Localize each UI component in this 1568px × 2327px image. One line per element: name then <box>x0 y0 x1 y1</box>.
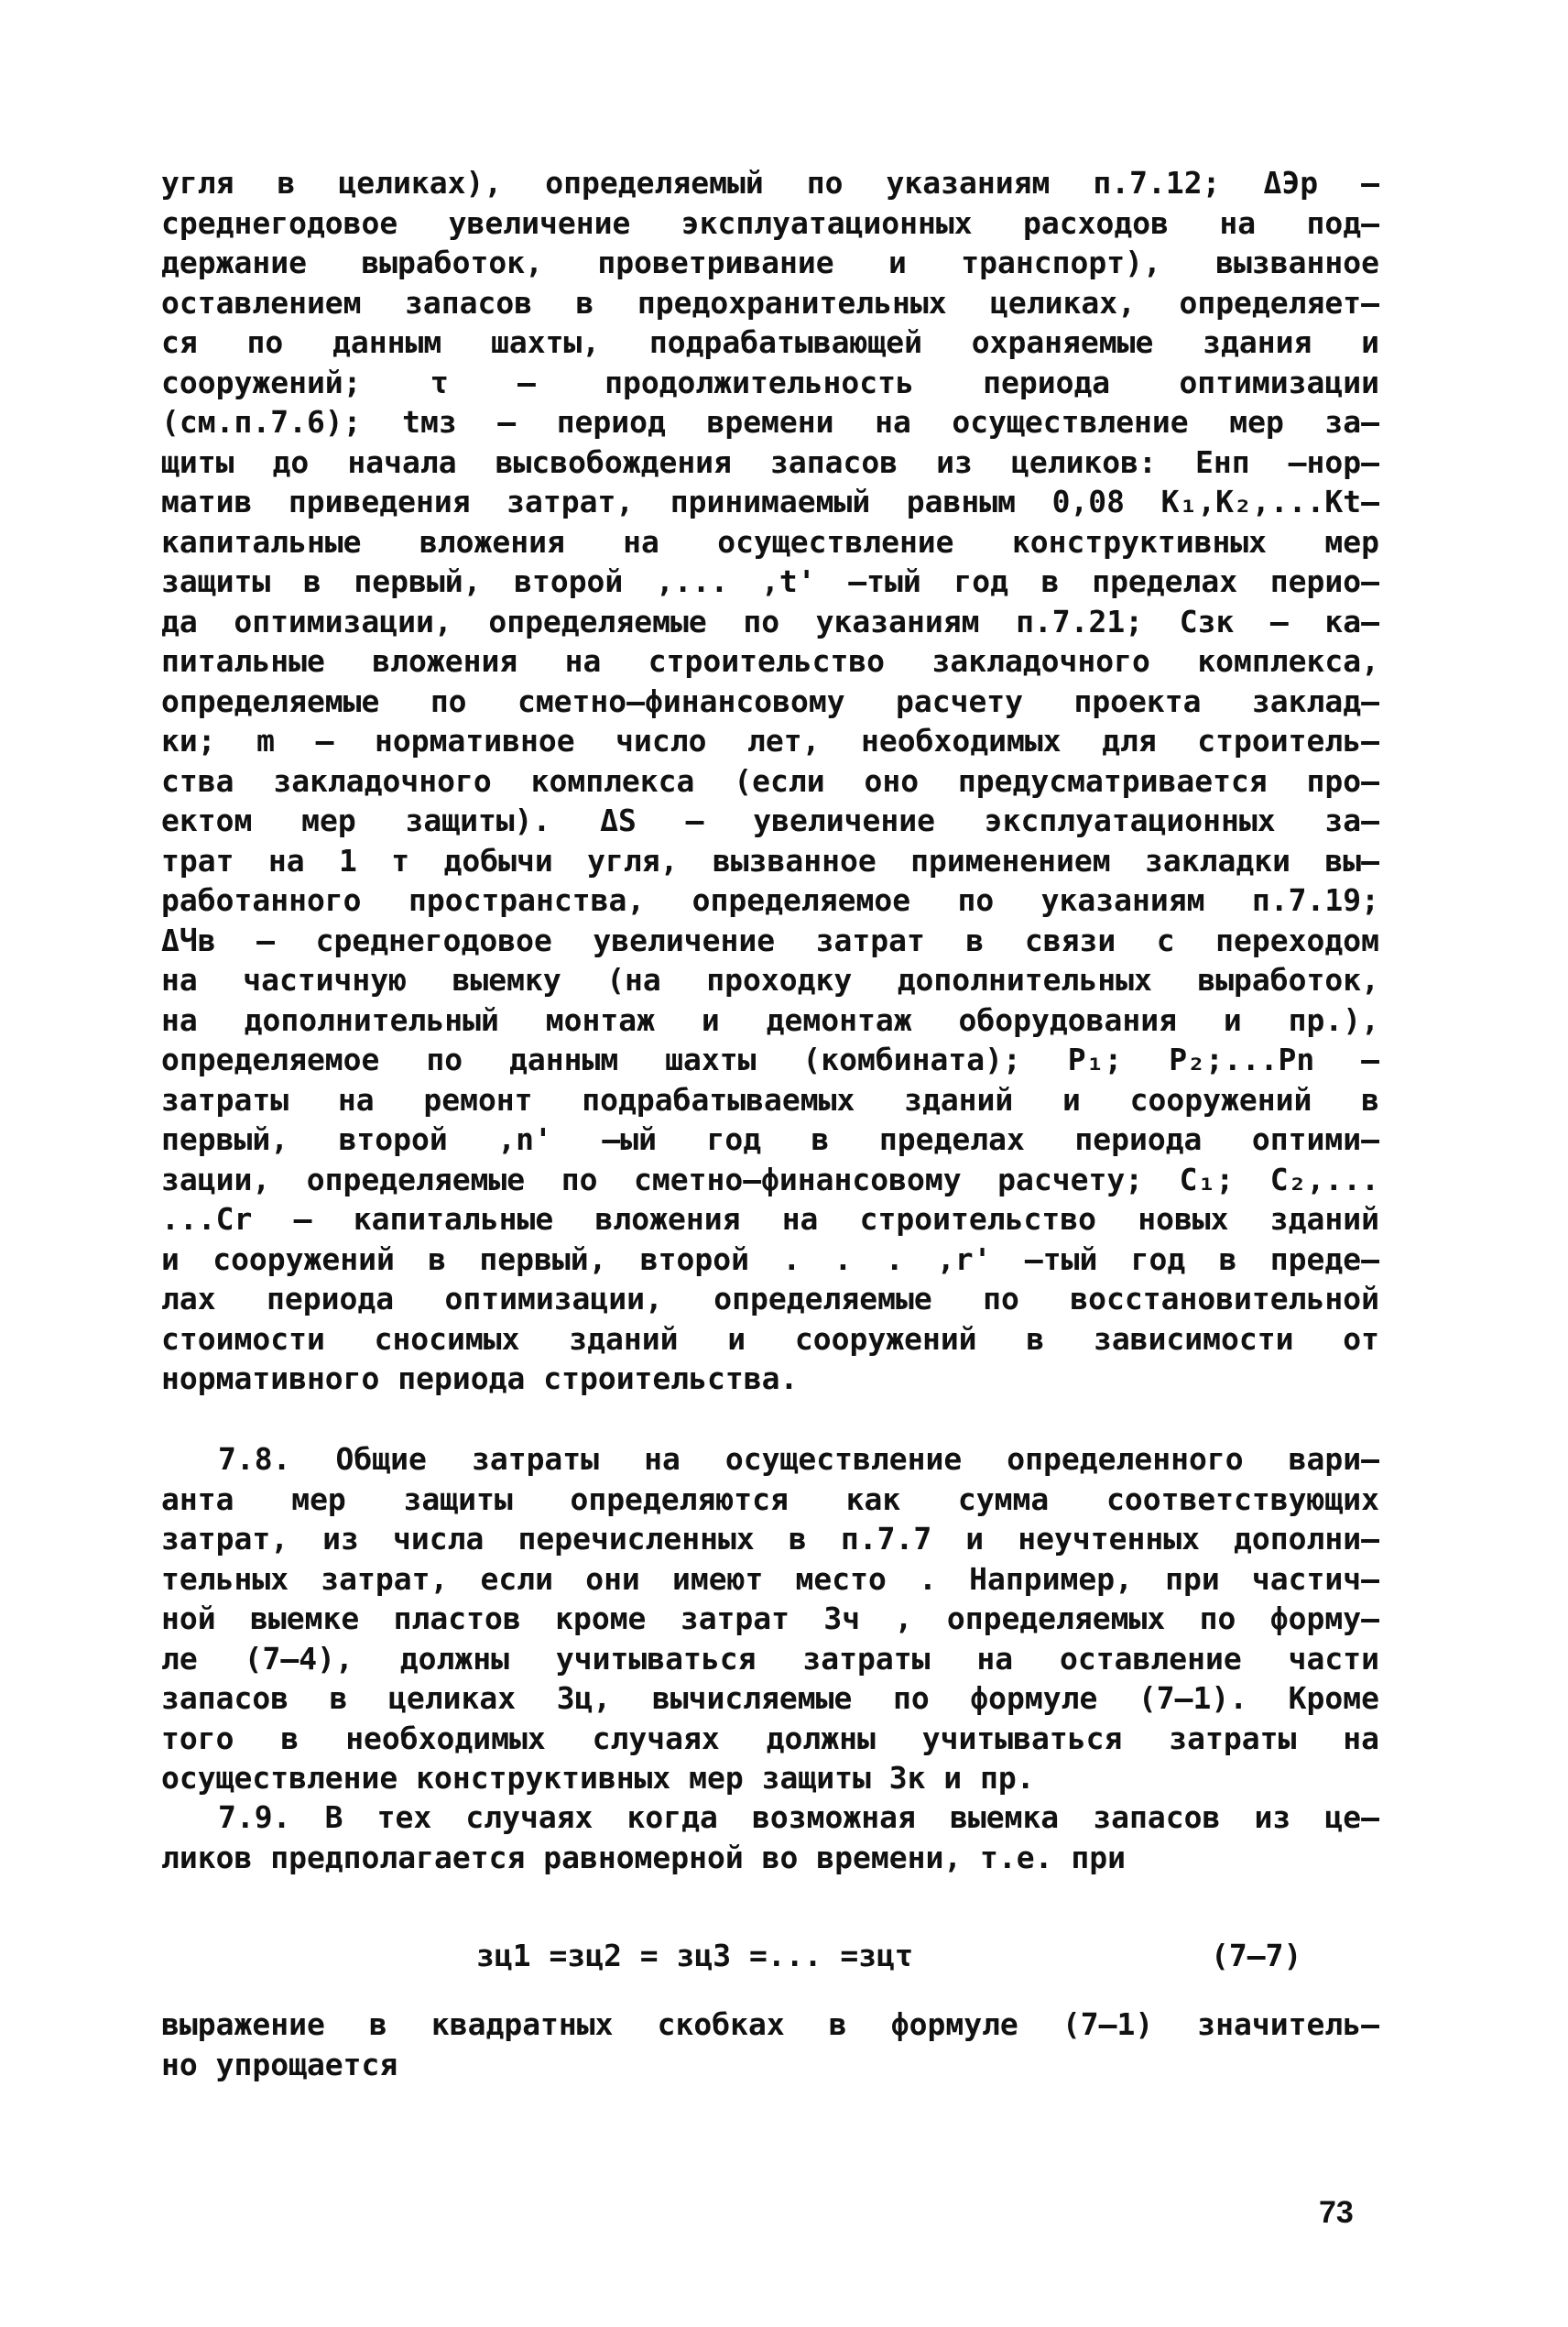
text-line: ле (7–4), должны учитываться затраты на оставление части <box>161 1640 1379 1677</box>
text-line: среднегодовое увеличение эксплуатационных расходов на под– <box>161 204 1379 241</box>
text-line: осуществление конструктивных мер защиты Зк и пр. <box>161 1760 1035 1796</box>
text-line: ной выемке пластов кроме затрат Зч , определяемых по форму– <box>161 1600 1379 1636</box>
text-line: ликов предполагается равномерной во времени, т.е. при <box>161 1839 1126 1875</box>
text-line: определяемые по сметно–финансовому расчету проекта заклад– <box>161 683 1379 719</box>
text-line: определяемое по данным шахты (комбината); Р₁; Р₂;...Рn – <box>161 1042 1379 1077</box>
equation-number: (7–7) <box>1211 1938 1302 1973</box>
text-line: питальные вложения на строительство закладочного комплекса, <box>161 643 1379 679</box>
text-line: (см.п.7.6); tмз – период времени на осуществление мер за– <box>161 404 1379 440</box>
text-line: анта мер защиты определяются как сумма соответствующих <box>161 1480 1379 1517</box>
text-line: да оптимизации, определяемые по указаниям п.7.21; Сзк – ка– <box>161 603 1379 639</box>
text-line: стоимости сносимых зданий и сооружений в зависимости от <box>161 1320 1379 1357</box>
text-line: зации, определяемые по сметно–финансовому расчету; С₁; С₂,... <box>161 1161 1379 1197</box>
text-line: щиты до начала высвобождения запасов из целиков: Енп –нор– <box>161 443 1379 480</box>
text-line: ся по данным шахты, подрабатывающей охраняемые здания и <box>161 324 1379 360</box>
text-line: но упрощается <box>161 2046 398 2082</box>
text-line: оставлением запасов в предохранительных целиках, определяет– <box>161 284 1379 321</box>
text-line: 7.9. В тех случаях когда возможная выемка запасов из це– <box>218 1799 1379 1835</box>
text-line: и сооружений в первый, второй . . . ,r' –тый год в преде– <box>161 1240 1379 1277</box>
text-line: ства закладочного комплекса (если оно предусматривается про– <box>161 762 1379 799</box>
text-line: держание выработок, проветривание и транспорт), вызванное <box>161 245 1379 280</box>
text-line: сооружений; τ – продолжительность периода оптимизации <box>161 364 1379 400</box>
text-line: ...Сr – капитальные вложения на строительство новых зданий <box>161 1201 1379 1237</box>
text-line: трат на 1 т добычи угля, вызванное применением закладки вы– <box>161 842 1379 879</box>
text-line: ΔЧв – среднегодовое увеличение затрат в связи с переходом <box>161 922 1379 958</box>
text-line: первый, второй ,n' –ый год в пределах периода оптими– <box>161 1121 1379 1157</box>
text-line: запасов в целиках Зц, вычисляемые по формуле (7–1). Кроме <box>161 1680 1379 1716</box>
text-line: того в необходимых случаях должны учитываться затраты на <box>161 1720 1379 1756</box>
text-line: выражение в квадратных скобках в формуле (7–1) значитель– <box>161 2006 1379 2042</box>
text-line: затрат, из числа перечисленных в п.7.7 и неучтенных дополни– <box>161 1521 1379 1557</box>
paragraph-definitions <box>161 163 1379 1399</box>
text-line: капитальные вложения на осуществление конструктивных мер <box>161 523 1379 560</box>
text-line: работанного пространства, определяемое по указаниям п.7.19; <box>161 882 1379 918</box>
page-number: 73 <box>1319 2195 1354 2230</box>
text-line: угля в целиках), определяемый по указаниям п.7.12; ΔЭр – <box>161 165 1379 201</box>
text-line: ектом мер защиты). ΔS – увеличение эксплуатационных за– <box>161 803 1379 838</box>
text-line: лах периода оптимизации, определяемые по восстановительной <box>161 1281 1379 1316</box>
paragraph-continuation <box>161 2005 1379 2084</box>
text-line: на дополнительный монтаж и демонтаж оборудования и пр.), <box>161 1001 1379 1038</box>
text-line: матив приведения затрат, принимаемый равным 0,08 К₁,К₂,...Кt– <box>161 484 1379 519</box>
text-line: нормативного периода строительства. <box>161 1360 799 1396</box>
paragraph-7-9 <box>161 1797 1379 1877</box>
text-line: ки; m – нормативное число лет, необходимых для строитель– <box>161 723 1379 759</box>
text-line: защиты в первый, второй ,... ,t' –тый год в пределах перио– <box>161 563 1379 599</box>
paragraph-7-8 <box>161 1439 1379 1798</box>
text-line: на частичную выемку (на проходку дополнительных выработок, <box>161 962 1379 998</box>
text-line: тельных затрат, если они имеют место . Например, при частич– <box>161 1560 1379 1597</box>
formula-7-7: зц1 =зц2 = зц3 =... =зцτ <box>476 1938 913 1973</box>
text-line: 7.8. Общие затраты на осуществление определенного вари– <box>218 1441 1379 1477</box>
text-line: затраты на ремонт подрабатываемых зданий и сооружений в <box>161 1081 1379 1118</box>
